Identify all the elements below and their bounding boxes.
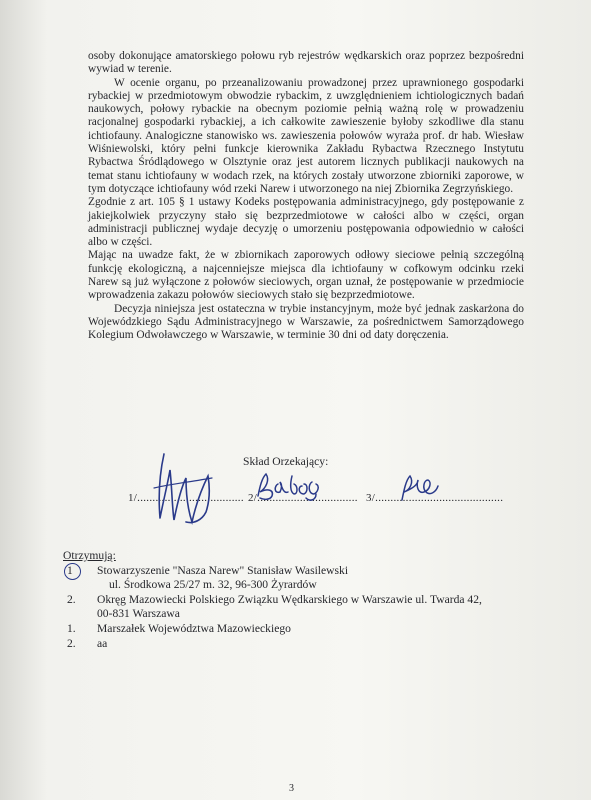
- page-number: 3: [289, 783, 294, 794]
- recipient-line: Okręg Mazowiecki Polskiego Związku Wędkarskiego w Warszawie ul. Twarda 42,: [97, 592, 482, 606]
- recipient-line: aa: [97, 636, 108, 650]
- signature-line-3: 3/..........................................: [366, 492, 504, 504]
- recipient-line: 00-831 Warszawa: [97, 607, 180, 621]
- paragraph-1: osoby dokonujące amatorskiego połowu ryb rejestrów wędkarskich oraz poprzez bezpośredni wywiad w terenie.: [88, 50, 524, 76]
- recipient-number: 1.: [67, 621, 76, 635]
- recipient-number: 2.: [67, 592, 76, 606]
- decision-body: [88, 50, 524, 343]
- panel-heading: Skład Orzekający:: [243, 455, 329, 468]
- recipient-line: Stowarzyszenie "Nasza Narew" Stanisław Wasilewski: [97, 563, 349, 577]
- signature-3-image: [396, 470, 442, 504]
- paragraph-4: Mając na uwadze fakt, że w zbiornikach zaporowych odłowy sieciowe pełnią szczególną funkcję ekologiczną, a najcenniejsze miejsca dla ichtiofauny w cofkowym odcinku rzeki Narew są już wyłączone z połowów sieciowych, organ uznał, że postępowanie w przedmiocie wprowadzenia zakazu połowów sieciowych stało się bezprzedmiotowe.: [88, 249, 524, 302]
- paragraph-2: W ocenie organu, po przeanalizowaniu prowadzonej przez uprawnionego gospodarki rybackiej w przedmiotowym obwodzie rybackim, z uwzględnieniem ichtiologicznych badań naukowych, połowy rybackie na obecnym poziomie pełnią ważną rolę w prowadzeniu racjonalnej gospodarki rybackiej, a ich całkowite zawieszenie byłoby szkodliwe dla stanu ichtiofauny. Analogiczne stanowisko ws. zawieszenia połowów wyraża prof. dr hab. Wiesław Wiśniewolski, który pełni funkcje kierownika Zakładu Rybactwa Rzecznego Instytutu Rybactwa Śródlądowego w Olsztynie oraz jest autorem licznych publikacji naukowych na temat stanu ichtiofauny w wodach rzek, na których zostały utworzone zbiorniki zaporowe, w tym dotyczące ichtiofauny wód rzeki Narew i utworzonego na niej Zbiornika Zegrzyńskiego.: [88, 76, 524, 195]
- recipient-item: [63, 622, 533, 637]
- recipient-item: [63, 564, 533, 593]
- recipients-heading: Otrzymują:: [63, 549, 116, 562]
- recipient-number: 1: [63, 564, 97, 593]
- recipient-number: 2.: [67, 636, 76, 650]
- paragraph-5: Decyzja niniejsza jest ostateczna w trybie instancyjnym, może być jednak zaskarżona do Wojewódzkiego Sądu Administracyjnego w Warszawie, za pośrednictwem Samorządowego Kolegium Odwoławczego w Warszawie, w terminie 30 dni od daty doręczenia.: [88, 302, 524, 342]
- signature-2-image: [252, 470, 332, 504]
- recipient-line: Marszałek Województwa Mazowieckiego: [97, 621, 291, 635]
- signature-1-image: [150, 448, 218, 528]
- signature-line-1: 1/...................................: [128, 492, 244, 504]
- paragraph-3: Zgodnie z art. 105 § 1 ustawy Kodeks postępowania administracyjnego, gdy postępowanie z jakiejkolwiek przyczyny stało się bezprzedmiotowe w całości albo w części, organ administracji publicznej wydaje decyzję o umorzeniu postępowania odpowiednio w całości albo w części.: [88, 196, 524, 249]
- recipient-item: [63, 593, 533, 622]
- recipient-line: ul. Środkowa 25/27 m. 32, 96-300 Żyrardów: [109, 578, 317, 592]
- recipients-list: [63, 549, 533, 651]
- recipient-item: [63, 637, 533, 652]
- circle-mark-icon: [64, 563, 81, 580]
- signature-line-2: 2/.................................: [248, 492, 358, 504]
